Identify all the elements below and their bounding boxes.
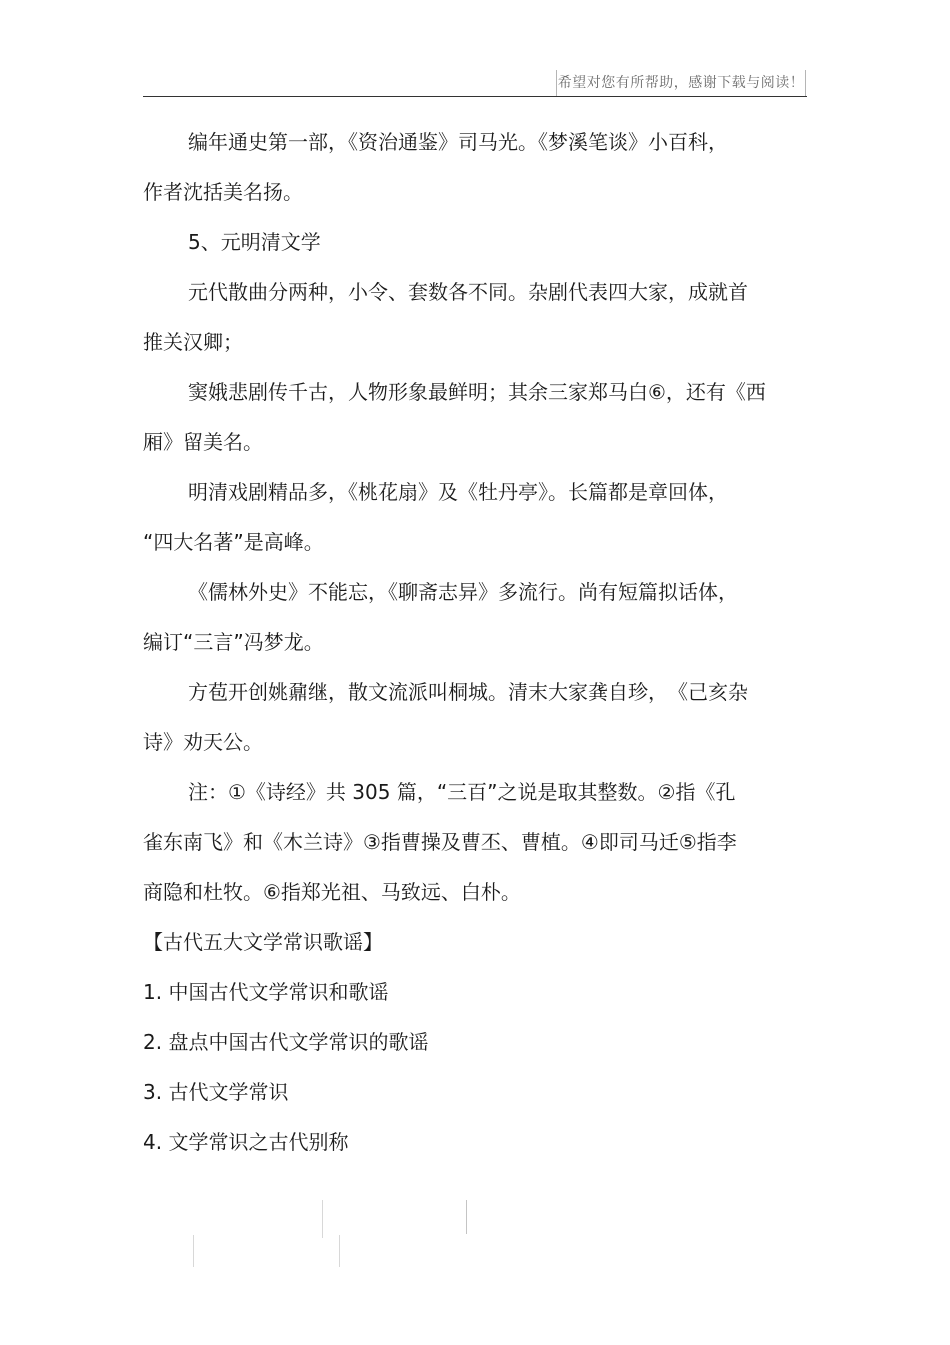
text-line: 推关汉卿； xyxy=(143,330,243,354)
scan-mark xyxy=(322,1200,323,1238)
text-line: 明清戏剧精品多，《桃花扇》及《牡丹亭》。长篇都是章回体， xyxy=(188,480,728,504)
scan-mark xyxy=(339,1235,340,1267)
text-line: 窦娥悲剧传千古，人物形象最鲜明；其余三家郑马白⑥，还有《西 xyxy=(188,380,766,404)
text-line: 诗》劝天公。 xyxy=(143,730,263,754)
footnote-line: 雀东南飞》和《木兰诗》③指曹操及曹丕、曹植。④即司马迁⑤指李 xyxy=(143,830,737,854)
list-item: 4. 文学常识之古代别称 xyxy=(143,1130,349,1154)
section-heading: 5、元明清文学 xyxy=(188,230,321,254)
list-item: 3. 古代文学常识 xyxy=(143,1080,289,1104)
footnote-line: 商隐和杜牧。⑥指郑光祖、马致远、白朴。 xyxy=(143,880,521,904)
text-line: 编订“三言”冯梦龙。 xyxy=(143,630,324,654)
text-line: 元代散曲分两种，小令、套数各不同。杂剧代表四大家，成就首 xyxy=(188,280,748,304)
document-body xyxy=(143,117,807,1167)
text-line: 《儒林外史》不能忘，《聊斋志异》多流行。尚有短篇拟话体， xyxy=(188,580,738,604)
text-line: 方苞开创姚鼐继，散文流派叫桐城。清末大家龚自珍， 《己亥杂 xyxy=(188,680,748,704)
scan-mark xyxy=(193,1235,194,1267)
scan-mark xyxy=(466,1200,467,1234)
footnote-line: 注：①《诗经》共 305 篇，“三百”之说是取其整数。②指《孔 xyxy=(188,780,736,804)
text-line: “四大名著”是高峰。 xyxy=(143,530,324,554)
text-line: 厢》留美名。 xyxy=(143,430,263,454)
header-note: 希望对您有所帮助，感谢下载与阅读！ xyxy=(556,70,806,96)
text-line: 作者沈括美名扬。 xyxy=(143,180,303,204)
header-rule xyxy=(143,96,807,97)
list-item: 2. 盘点中国古代文学常识的歌谣 xyxy=(143,1030,429,1054)
text-line: 编年通史第一部，《资治通鉴》司马光。《梦溪笔谈》小百科， xyxy=(188,130,728,154)
list-item: 1. 中国古代文学常识和歌谣 xyxy=(143,980,389,1004)
list-heading: 【古代五大文学常识歌谣】 xyxy=(143,930,383,954)
